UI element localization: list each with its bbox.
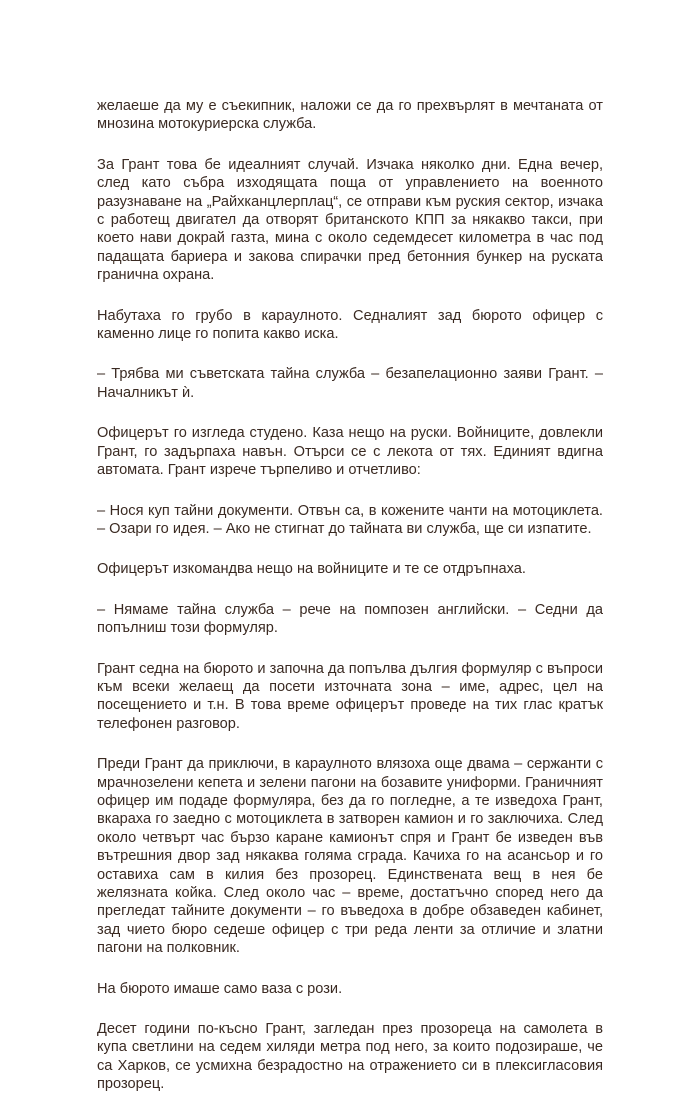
paragraph-1: желаеше да му е съекипник, наложи се да го прехвърлят в мечтаната от мнозина мотокуриерска служба. xyxy=(97,98,603,133)
paragraph-9: Грант седна на бюрото и започна да попълва дългия формуляр с въпроси към всеки желаещ да посети източната зона – име, адрес, цел на посещението и т.н. В това време офицерът проведе на тих глас кратък телефонен разговор. xyxy=(97,660,603,732)
paragraph-10: Преди Грант да приключи, в караулното влязоха още двама – сержанти с мрачнозелени кепета и зелени пагони на бозавите униформи. Граничният офицер им подаде формуляра, без да го погледне, а те изведоха Грант, вкараха го заедно с мотоциклета в затворен камион и го заключиха. След около четвърт час бързо каране камионът спря и Грант бе изведен във вътрешния двор зад някаква голяма сграда. Качиха го на асансьор и го оставиха сам в килия без прозорец. Единствената вещ в нея бе желязната койка. След около час – време, достатъчно според него да прегледат тайните документи – го въведоха в добре обзаведен кабинет, зад чието бюро седеше офицер с три реда ленти за отличие и златни пагони на полковник. xyxy=(97,756,603,957)
paragraph-6: – Нося куп тайни документи. Отвън са, в кожените чанти на мотоциклета. – Озари го идея. – Ако не стигнат до тайната ви служба, ще си изпатите. xyxy=(97,502,603,537)
paragraph-5: Офицерът го изгледа студено. Каза нещо на руски. Войниците, довлекли Грант, го задърпаха навън. Отърси се с лекота от тях. Единият вдигна автомата. Грант изрече търпеливо и отчетливо: xyxy=(97,425,603,479)
paragraph-4: – Трябва ми съветската тайна служба – безапелационно заяви Грант. – Началникът ѝ. xyxy=(97,366,603,401)
paragraph-7: Офицерът изкомандва нещо на войниците и те се отдръпнаха. xyxy=(97,561,526,578)
paragraph-11: На бюрото имаше само ваза с рози. xyxy=(97,980,343,997)
paragraph-12: Десет години по-късно Грант, загледан през прозореца на самолета в купа светлини на седем хиляди метра под него, за които подозираше, че са Харков, се усмихна безрадостно на отражението си в плексигласовия прозорец. xyxy=(97,1021,603,1093)
paragraph-2: За Грант това бе идеалният случай. Изчака няколко дни. Една вечер, след като събра изходящата поща от управлението на военното разузнаване на „Райхканцлерплац“, се отправи към руския сектор, изчака с работещ двигател да отворят британското КПП за някакво такси, при което нави докрай газта, мина с около седемдесет километра в час под падащата бариера и закова спирачки пред бетонния бункер на руската гранична охрана. xyxy=(97,156,603,284)
paragraph-3: Набутаха го грубо в караулното. Седналият зад бюрото офицер с каменно лице го попита какво иска. xyxy=(97,307,603,343)
text-body xyxy=(97,97,603,1116)
paragraph-8: – Нямаме тайна служба – рече на помпозен английски. – Седни да попълниш този формуляр. xyxy=(97,601,603,637)
